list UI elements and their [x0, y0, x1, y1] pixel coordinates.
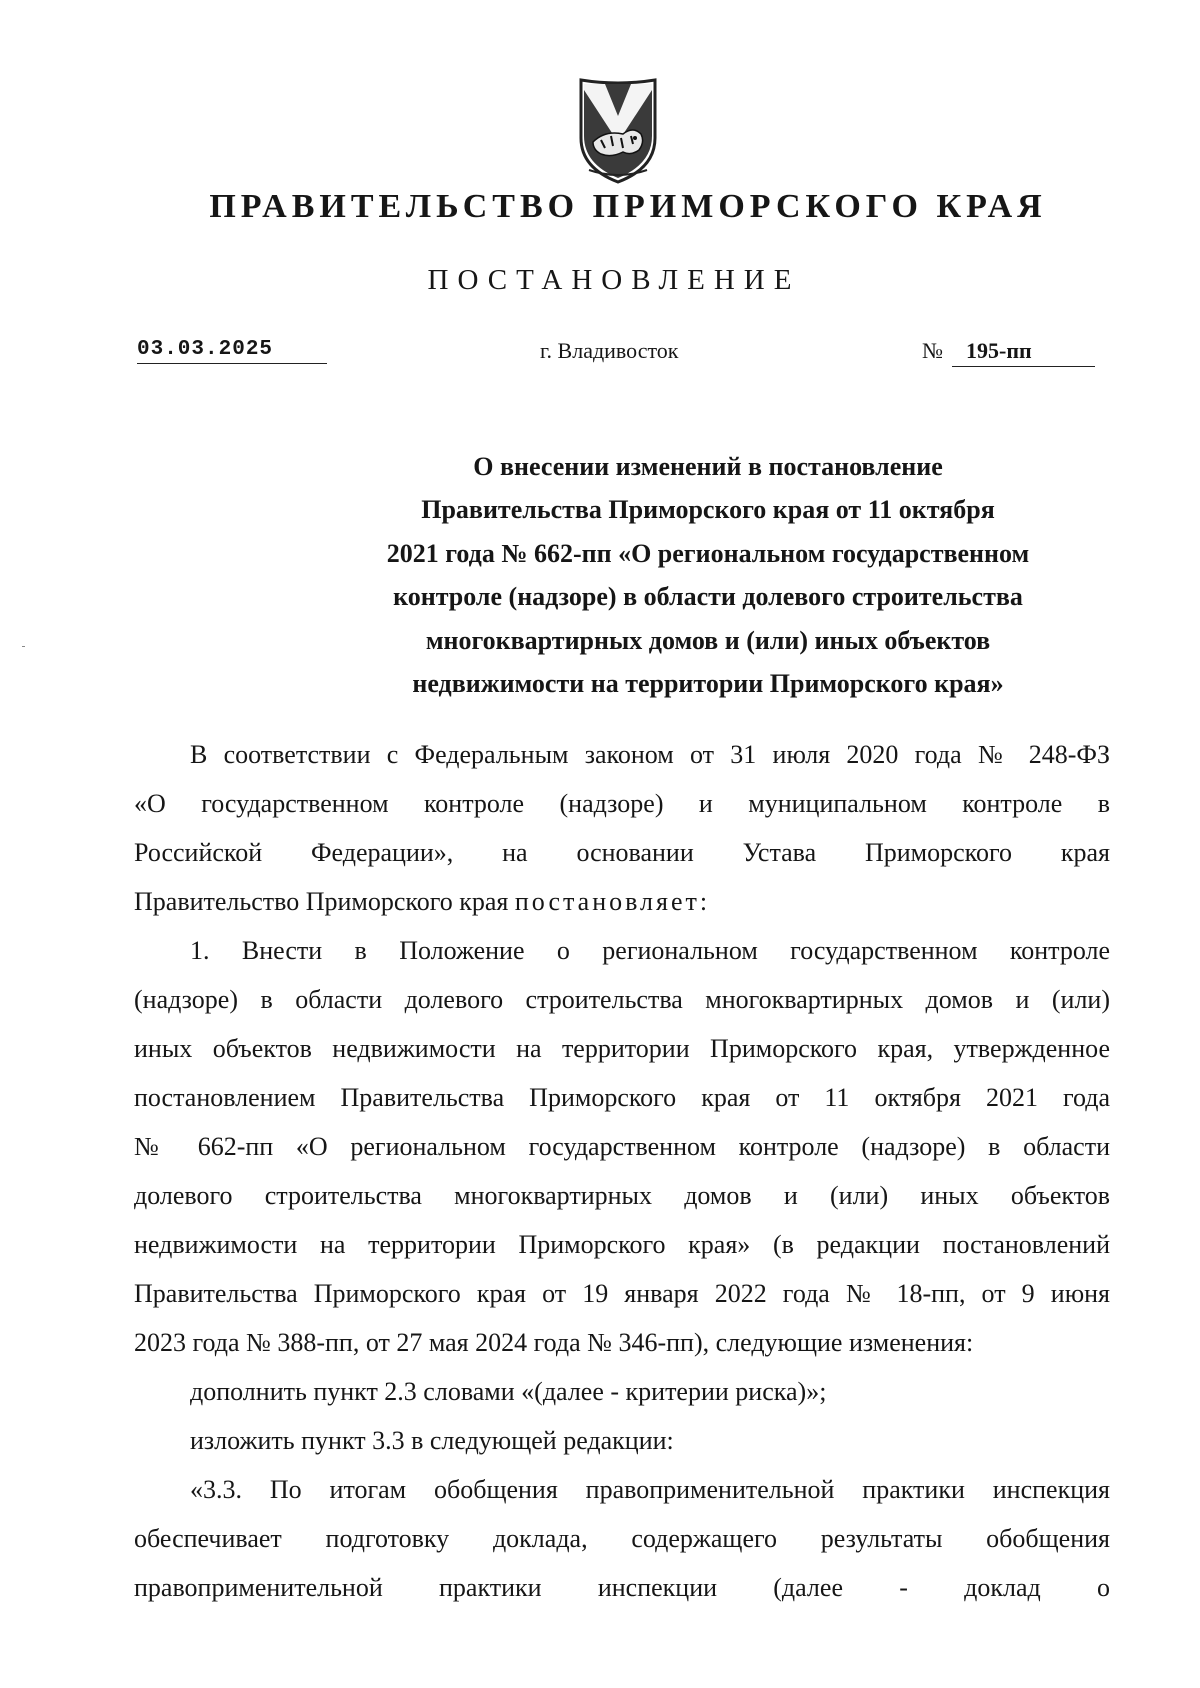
title-line: недвижимости на территории Приморского края»: [412, 669, 1004, 699]
body-line: правоприменительной практики инспекции (далее - доклад о: [134, 1573, 1110, 1602]
body-line: «3.3. По итогам обобщения правоприменительной практики инспекция: [190, 1475, 1110, 1504]
body-item: изложить пункт 3.3 в следующей редакции:: [190, 1426, 674, 1455]
document-body: [134, 730, 1110, 1612]
resolves-keyword: постановляет: [514, 887, 700, 916]
document-date: 03.03.2025: [137, 338, 327, 364]
title-line: О внесении изменений в постановление: [473, 452, 943, 481]
body-line: иных объектов недвижимости на территории Приморского края, утвержденное: [134, 1034, 1110, 1063]
title-line: многоквартирных домов и (или) иных объектов: [425, 625, 991, 655]
body-line: В соответствии с Федеральным законом от 31 июля 2020 года № 248-ФЗ: [190, 740, 1110, 769]
body-line: постановлением Правительства Приморского края от 11 октября 2021 года: [134, 1083, 1110, 1112]
document-number-label: №: [922, 338, 943, 363]
body-item: дополнить пункт 2.3 словами «(далее - критерии риска)»;: [190, 1377, 827, 1406]
body-line: (надзоре) в области долевого строительства многоквартирных домов и (или): [134, 985, 1110, 1014]
body-line-resolves: [134, 877, 1110, 926]
organization-name: ПРАВИТЕЛЬСТВО ПРИМОРСКОГО КРАЯ: [209, 188, 1047, 225]
title-line: контроле (надзоре) в области долевого строительства: [393, 582, 1023, 612]
body-line: № 662-пп «О региональном государственном контроле (надзоре) в области: [134, 1132, 1110, 1161]
body-line: Российской Федерации», на основании Устава Приморского края: [134, 838, 1110, 867]
title-line: 2021 года № 662-пп «О региональном государственном: [386, 538, 1030, 568]
document-type: ПОСТАНОВЛЕНИЕ: [427, 264, 801, 296]
document-number: 195-пп: [952, 338, 1095, 367]
body-line: 2023 года № 388-пп, от 27 мая 2024 года № 346-пп), следующие изменения:: [134, 1328, 974, 1357]
body-line: 1. Внести в Положение о региональном государственном контроле: [190, 936, 1110, 965]
body-line: Правительства Приморского края от 19 января 2022 года № 18-пп, от 9 июня: [134, 1279, 1110, 1308]
coat-of-arms-icon: [575, 76, 661, 186]
body-line: долевого строительства многоквартирных домов и (или) иных объектов: [134, 1181, 1110, 1210]
document-title: [0, 445, 1200, 705]
body-line: «О государственном контроле (надзоре) и муниципальном контроле в: [134, 789, 1110, 818]
body-line: обеспечивает подготовку доклада, содержащего результаты обобщения: [134, 1524, 1110, 1553]
resolves-suffix: :: [699, 887, 708, 916]
title-line: Правительства Приморского края от 11 октября: [421, 495, 995, 525]
body-line: недвижимости на территории Приморского края» (в редакции постановлений: [134, 1230, 1110, 1259]
document-city: г. Владивосток: [540, 338, 679, 363]
resolves-prefix: Правительство Приморского края: [134, 887, 515, 916]
scan-mark: [22, 646, 25, 647]
